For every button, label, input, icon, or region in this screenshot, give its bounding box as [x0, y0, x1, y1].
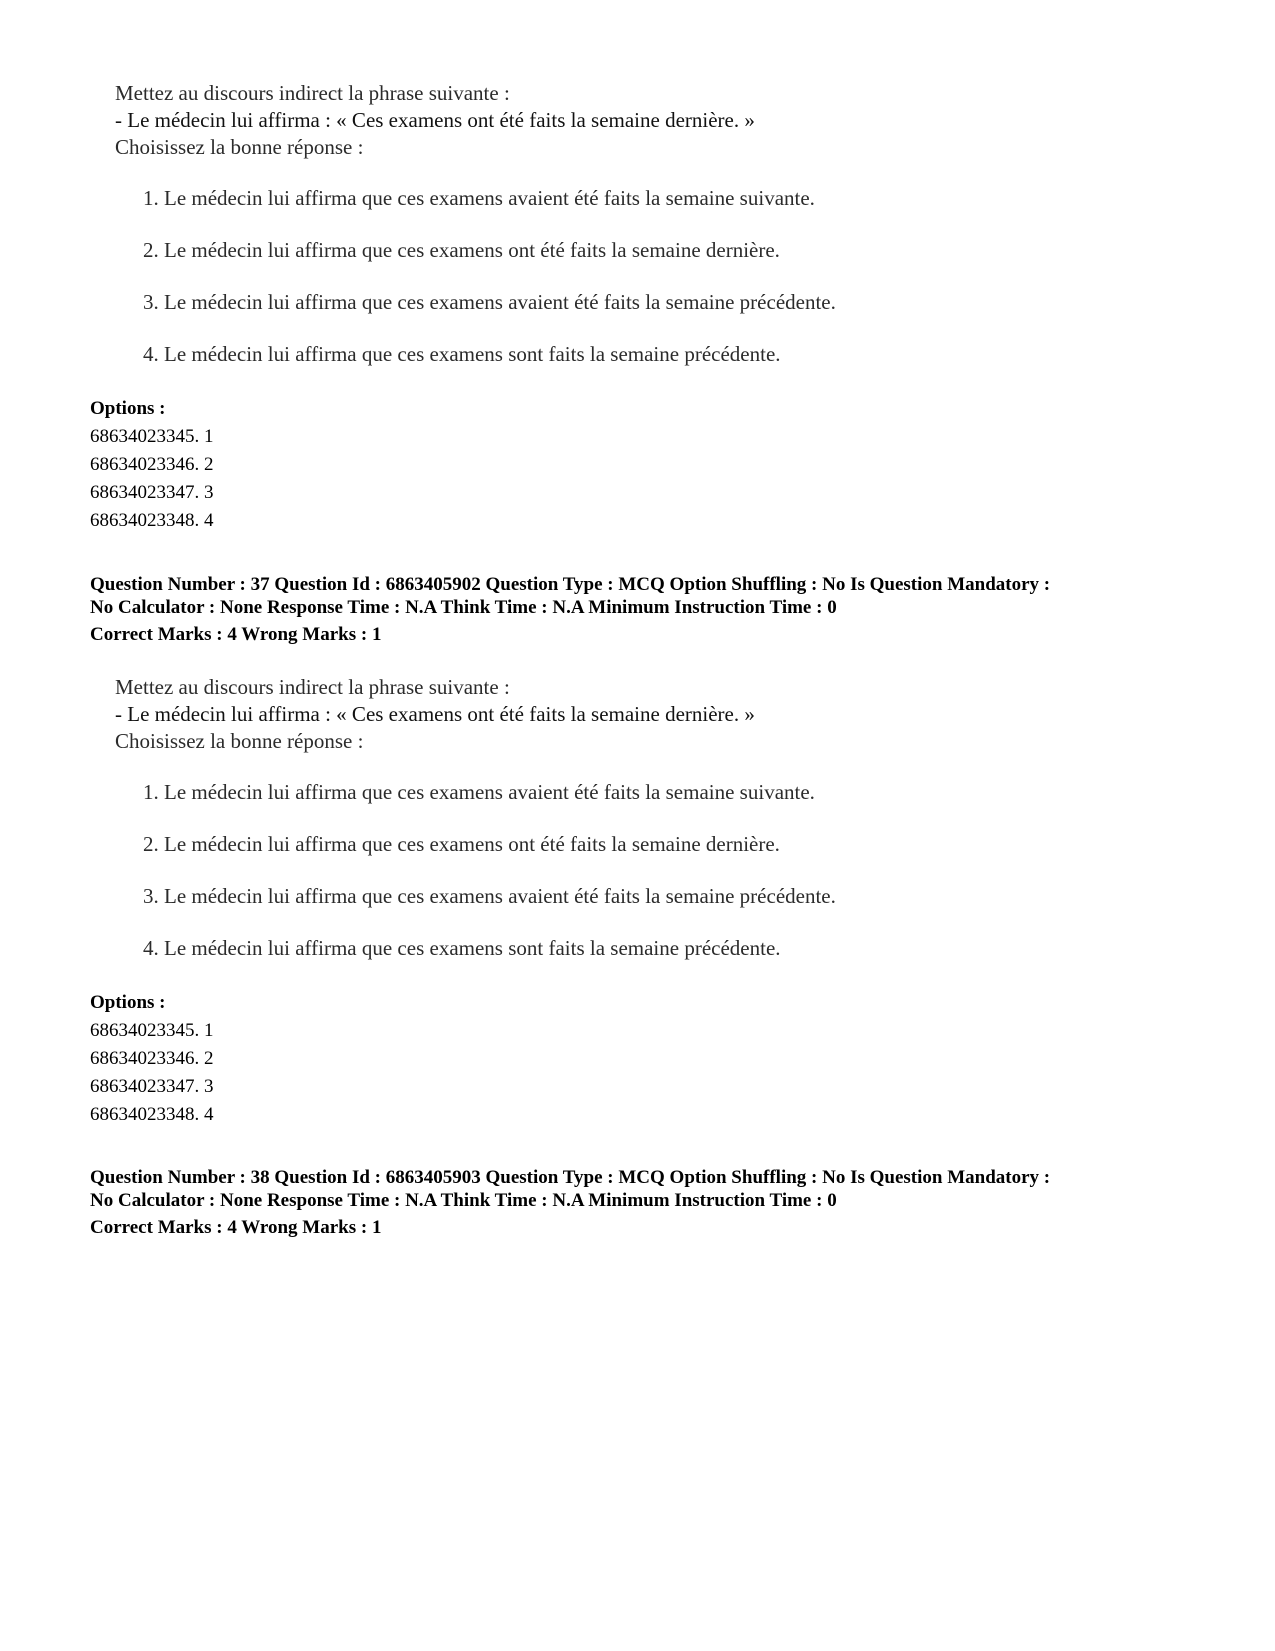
question-image-2 [115, 674, 1015, 974]
option-item: 68634023348. 4 [90, 1104, 214, 1125]
options-block-1 [90, 395, 214, 535]
options-block-2 [90, 989, 214, 1129]
question-marks-38: Correct Marks : 4 Wrong Marks : 1 [90, 1217, 382, 1238]
choice-item: 4. Le médecin lui affirma que ces examens sont faits la semaine précédente. [143, 342, 781, 366]
option-item: 68634023347. 3 [90, 1076, 214, 1097]
option-item: 68634023345. 1 [90, 426, 214, 447]
option-item: 68634023346. 2 [90, 1048, 214, 1069]
choice-item: 3. Le médecin lui affirma que ces examens avaient été faits la semaine précédente. [143, 884, 836, 908]
options-label: Options : [90, 398, 166, 419]
choice-item: 3. Le médecin lui affirma que ces examens avaient été faits la semaine précédente. [143, 290, 836, 314]
choice-item: 2. Le médecin lui affirma que ces examens ont été faits la semaine dernière. [143, 832, 780, 856]
question-instruction: Mettez au discours indirect la phrase suivante : [115, 675, 510, 699]
question-instruction: Mettez au discours indirect la phrase suivante : [115, 81, 510, 105]
choice-item: 4. Le médecin lui affirma que ces examens sont faits la semaine précédente. [143, 936, 781, 960]
question-prompt: Choisissez la bonne réponse : [115, 729, 364, 753]
option-item: 68634023348. 4 [90, 510, 214, 531]
question-header-37 [90, 573, 1190, 619]
question-sentence: - Le médecin lui affirma : « Ces examens ont été faits la semaine dernière. » [115, 108, 755, 132]
choice-item: 1. Le médecin lui affirma que ces examens avaient été faits la semaine suivante. [143, 186, 815, 210]
option-item: 68634023346. 2 [90, 454, 214, 475]
question-sentence: - Le médecin lui affirma : « Ces examens ont été faits la semaine dernière. » [115, 702, 755, 726]
option-item: 68634023345. 1 [90, 1020, 214, 1041]
question-prompt: Choisissez la bonne réponse : [115, 135, 364, 159]
question-header-38 [90, 1166, 1190, 1212]
question-image-1 [115, 80, 1015, 380]
options-label: Options : [90, 992, 166, 1013]
question-header-line2: No Calculator : None Response Time : N.A Think Time : N.A Minimum Instruction Time : 0 [90, 597, 837, 618]
question-header-line1: Question Number : 37 Question Id : 6863405902 Question Type : MCQ Option Shuffling : No Is Question Mandatory : [90, 574, 1051, 595]
question-marks-37: Correct Marks : 4 Wrong Marks : 1 [90, 624, 382, 645]
question-header-line2: No Calculator : None Response Time : N.A Think Time : N.A Minimum Instruction Time : 0 [90, 1190, 837, 1211]
question-header-line1: Question Number : 38 Question Id : 6863405903 Question Type : MCQ Option Shuffling : No Is Question Mandatory : [90, 1167, 1051, 1188]
choice-item: 1. Le médecin lui affirma que ces examens avaient été faits la semaine suivante. [143, 780, 815, 804]
choice-item: 2. Le médecin lui affirma que ces examens ont été faits la semaine dernière. [143, 238, 780, 262]
option-item: 68634023347. 3 [90, 482, 214, 503]
